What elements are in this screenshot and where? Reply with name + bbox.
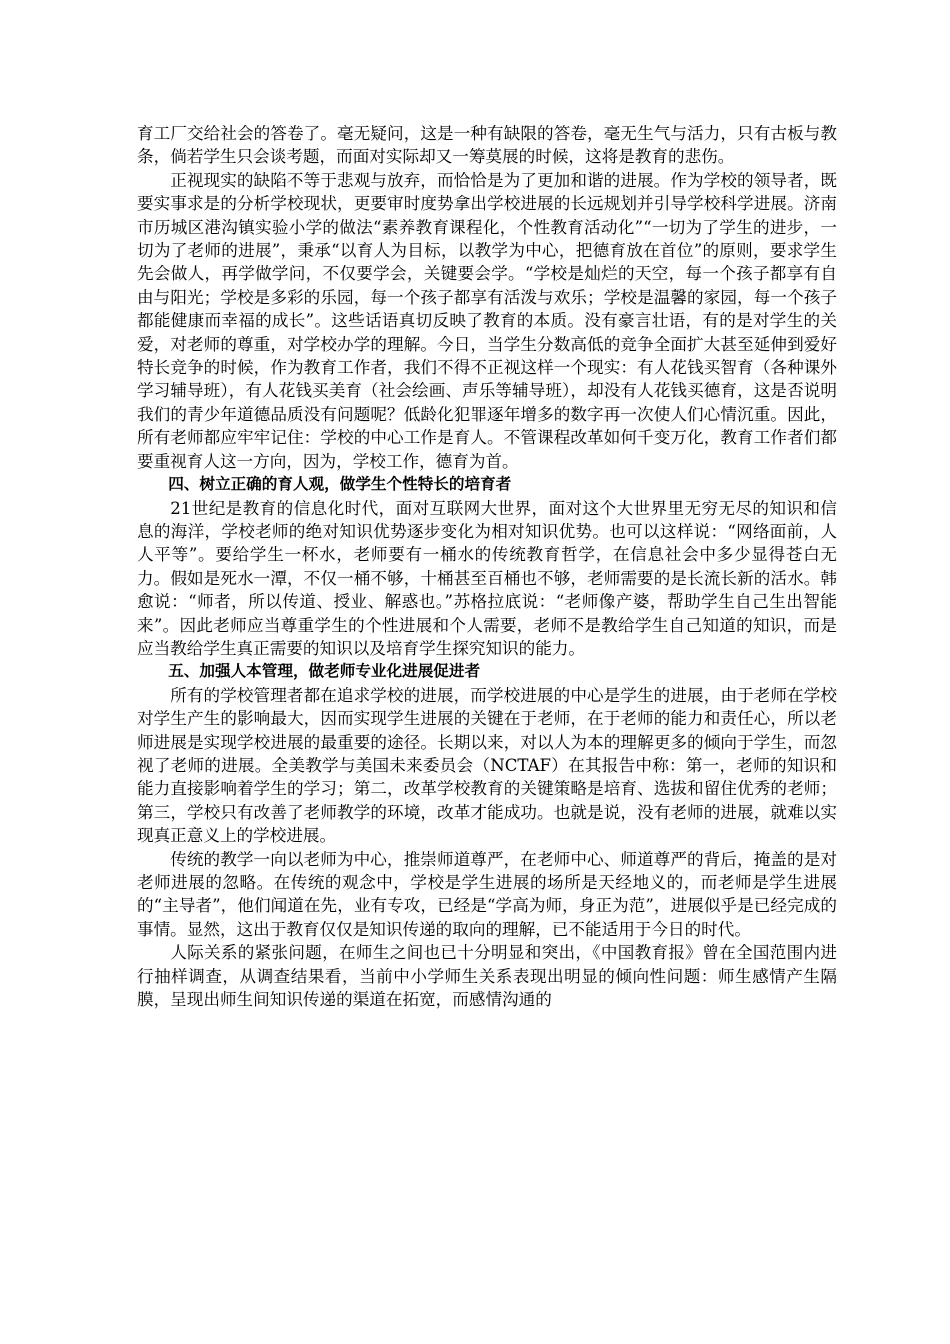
document-body xyxy=(137,122,837,1011)
paragraph-4: 所有的学校管理者都在追求学校的进展，而学校进展的中心是学生的进展，由于老师在学校对学生产生的影响最大，因而实现学生进展的关键在于老师，在于老师的能力和责任心，所以老师进展是实现学校进展的最重要的途径。长期以来，对以人为本的理解更多的倾向于学生，而忽视了老师的进展。全美教学与美国未来委员会（NCTAF）在其报告中称：第一，老师的知识和能力直接影响着学生的学习；第二，改革学校教育的关键策略是培育、选拔和留住优秀的老师；第三，学校只有改善了老师教学的环境，改革才能成功。也就是说，没有老师的进展，就难以实现真正意义上的学校进展。 xyxy=(137,685,837,846)
paragraph-3: 21世纪是教育的信息化时代，面对互联网大世界，面对这个大世界里无穷无尽的知识和信息的海洋，学校老师的绝对知识优势逐步变化为相对知识优势。也可以这样说：“网络面前，人人平等”。要给学生一杯水，老师要有一桶水的传统教育哲学，在信息社会中多少显得苍白无力。假如是死水一潭，不仅一桶不够，十桶甚至百桶也不够，老师需要的是长流长新的活水。韩愈说：“师者，所以传道、授业、解惑也。”苏格拉底说：“老师像产婆，帮助学生自己生出智能来”。因此老师应当尊重学生的个性进展和个人需要，老师不是教给学生自己知道的知识，而是应当教给学生真正需要的知识以及培育学生探究知识的能力。 xyxy=(137,498,837,658)
paragraph-6: 人际关系的紧张问题，在师生之间也已十分明显和突出，《中国教育报》曾在全国范围内进行抽样调查，从调查结果看，当前中小学师生关系表现出明显的倾向性问题：师生感情产生隔膜，呈现出师生间知识传递的渠道在拓宽，而感情沟通的 xyxy=(137,943,837,1010)
section-heading-5: 五、加强人本管理，做老师专业化进展促进者 xyxy=(168,662,481,681)
paragraph-5: 传统的教学一向以老师为中心，推崇师道尊严，在老师中心、师道尊严的背后，掩盖的是对老师进展的忽略。在传统的观念中，学校是学生进展的场所是天经地义的，而老师是学生进展的“主导者”，他们闻道在先，业有专攻，已经是“学高为师，身正为范”，进展似乎是已经完成的事情。显然，这出于教育仅仅是知识传递的取向的理解，已不能适用于今日的时代。 xyxy=(137,849,837,939)
paragraph-1: 育工厂交给社会的答卷了。毫无疑问，这是一种有缺限的答卷，毫无生气与活力，只有古板与教条，倘若学生只会谈考题，而面对实际却又一筹莫展的时候，这将是教育的悲伤。 xyxy=(137,124,837,167)
paragraph-2: 正视现实的缺陷不等于悲观与放弃，而恰恰是为了更加和谐的进展。作为学校的领导者，既要实事求是的分析学校现状，更要审时度势拿出学校进展的长远规划并引导学校科学进展。济南市历城区港沟镇实验小学的做法“素养教育课程化，个性教育活动化”“一切为了学生的进步，一切为了老师的进展”，秉承“以育人为目标，以教学为中心，把德育放在首位”的原则，要求学生先会做人，再学做学问，不仅要学会，关键要会学。“学校是灿烂的天空，每一个孩子都享有自由与阳光；学校是多彩的乐园，每一个孩子都享有活泼与欢乐；学校是温馨的家园，每一个孩子都能健康而幸福的成长”。这些话语真切反映了教育的本质。没有豪言壮语，有的是对学生的关爱，对老师的尊重，对学校办学的理解。今日，当学生分数高低的竞争全面扩大甚至延伸到爱好特长竞争的时候，作为教育工作者，我们不得不正视这样一个现实：有人花钱买智育（各种课外学习辅导班），有人花钱买美育（社会绘画、声乐等辅导班），却没有人花钱买德育，这是否说明我们的青少年道德品质没有问题呢？低龄化犯罪逐年增多的数字再一次使人们心情沉重。因此，所有老师都应牢牢记住：学校的中心工作是育人。不管课程改革如何千变万化，教育工作者们都要重视育人这一方向，因为，学校工作，德育为首。 xyxy=(137,170,837,471)
section-heading-4: 四、树立正确的育人观，做学生个性特长的培育者 xyxy=(168,475,512,494)
